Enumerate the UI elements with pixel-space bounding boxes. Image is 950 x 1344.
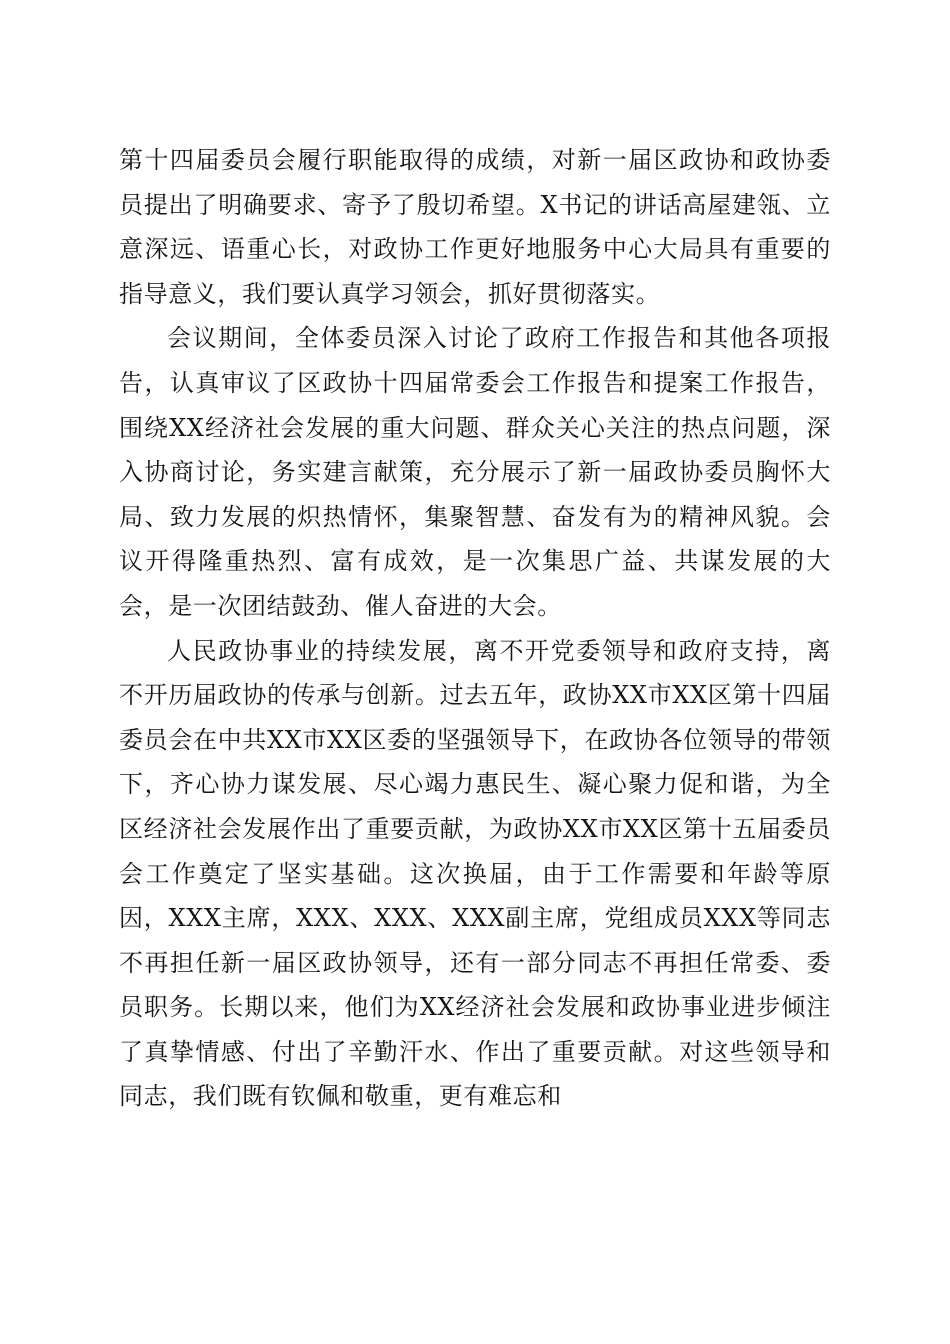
document-body — [119, 138, 831, 1119]
paragraph-3: 人民政协事业的持续发展，离不开党委领导和政府支持，离不开历届政协的传承与创新。过去五年，政协XX市XX区第十四届委员会在中共XX市XX区委的坚强领导下，在政协各位领导的带领下，齐心协力谋发展、尽心竭力惠民生、凝心聚力促和谐，为全区经济社会发展作出了重要贡献，为政协XX市XX区第十五届委员会工作奠定了坚实基础。这次换届，由于工作需要和年龄等原因，XXX主席，XXX、XXX、XXX副主席，党组成员XXX等同志不再担任新一届区政协领导，还有一部分同志不再担任常委、委员职务。长期以来，他们为XX经济社会发展和政协事业进步倾注了真挚情感、付出了辛勤汗水、作出了重要贡献。对这些领导和同志，我们既有钦佩和敬重，更有难忘和 — [119, 636, 831, 1111]
paragraph-1: 第十四届委员会履行职能取得的成绩，对新一届区政协和政协委员提出了明确要求、寄予了殷切希望。X书记的讲话高屋建瓴、立意深远、语重心长，对政协工作更好地服务中心大局具有重要的指导意义，我们要认真学习领会，抓好贯彻落实。 — [119, 146, 831, 308]
paragraph-2: 会议期间，全体委员深入讨论了政府工作报告和其他各项报告，认真审议了区政协十四届常委会工作报告和提案工作报告，围绕XX经济社会发展的重大问题、群众关心关注的热点问题，深入协商讨论，务实建言献策，充分展示了新一届政协委员胸怀大局、致力发展的炽热情怀，集聚智慧、奋发有为的精神风貌。会议开得隆重热烈、富有成效，是一次集思广益、共谋发展的大会，是一次团结鼓劲、催人奋进的大会。 — [119, 324, 831, 620]
